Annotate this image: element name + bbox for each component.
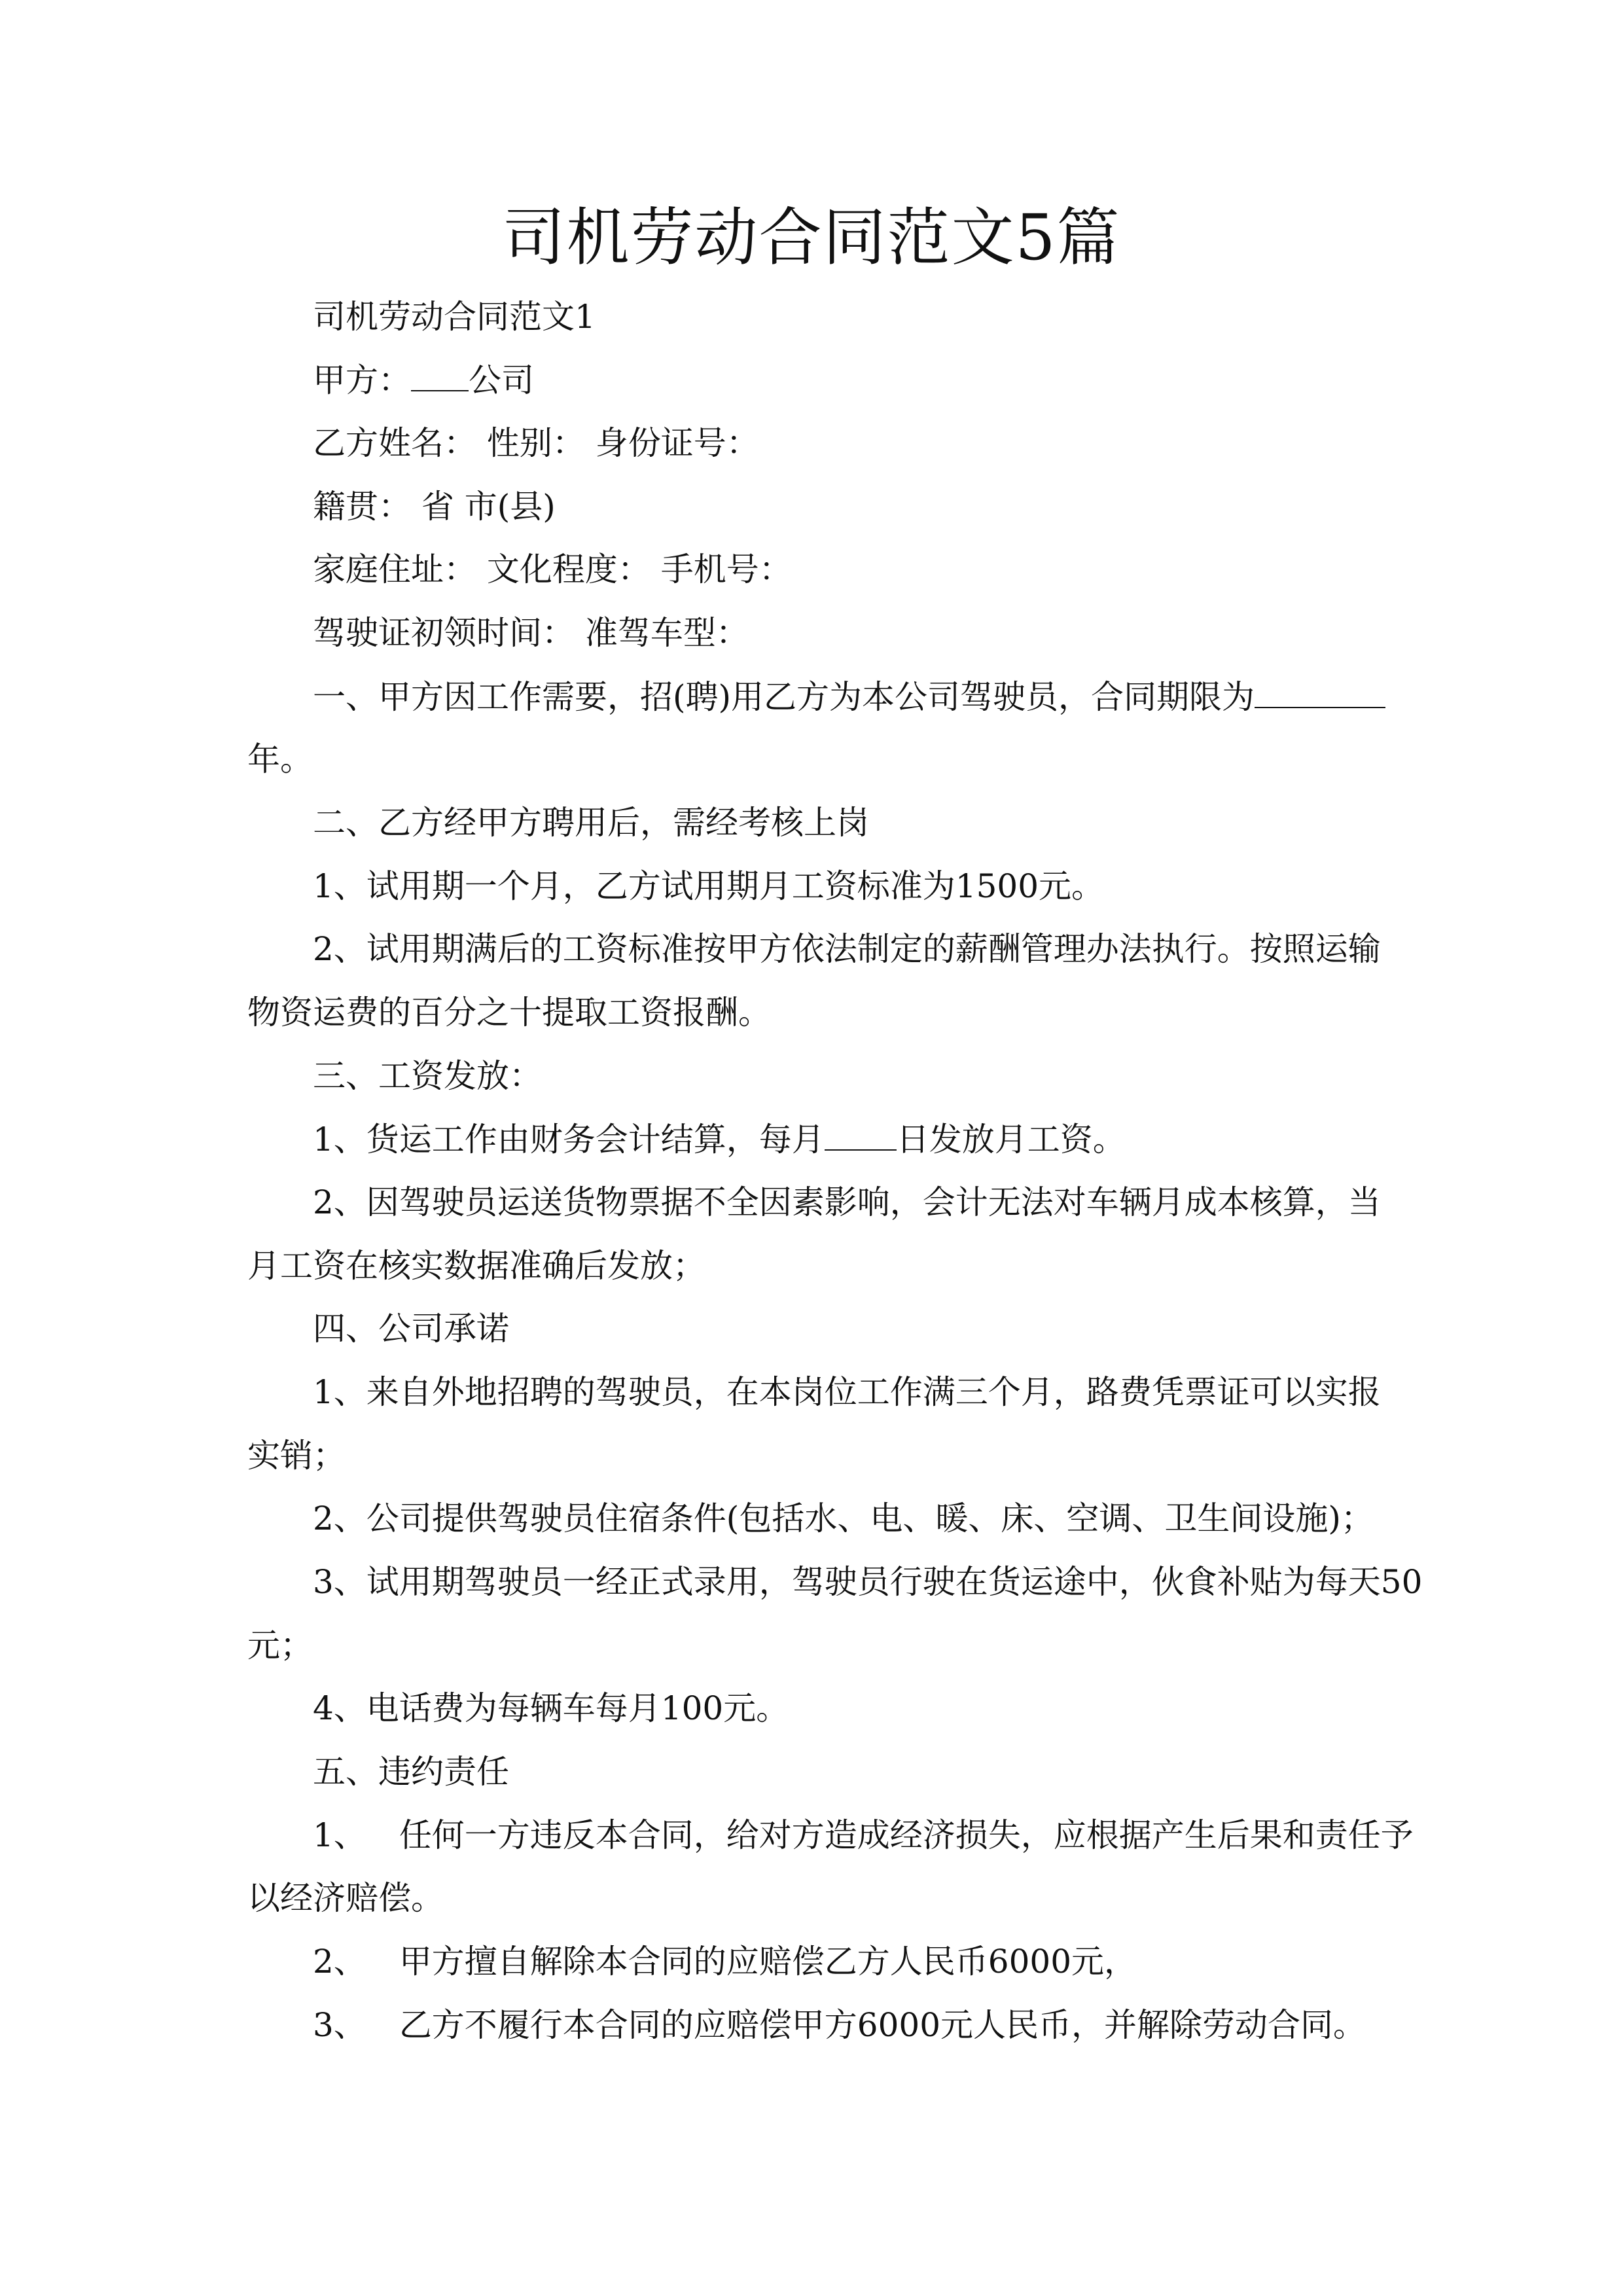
clause-5-item-2-text: 甲方擅自解除本合同的应赔偿乙方人民币6000元， bbox=[399, 1943, 1137, 1981]
clause-3-item-2-line-1: 2、因驾驶员运送货物票据不全因素影响，会计无法对车辆月成本核算，当 bbox=[313, 1183, 1381, 1221]
address-line: 家庭住址： 文化程度： 手机号： bbox=[313, 550, 792, 588]
clause-4-item-2: 2、公司提供驾驶员住宿条件(包括水、电、暖、床、空调、卫生间设施)； bbox=[313, 1499, 1374, 1537]
clause-5-item-3 bbox=[247, 2004, 1458, 2046]
clause-3-title: 三、工资发放： bbox=[313, 1057, 542, 1095]
document-title: 司机劳动合同范文5篇 bbox=[502, 201, 1121, 274]
clause-5-item-1-num: 1、 bbox=[313, 1816, 366, 1854]
clause-2-item-2-line-1: 2、试用期满后的工资标准按甲方依法制定的薪酬管理办法执行。按照运输 bbox=[313, 930, 1381, 968]
clause-4-title: 四、公司承诺 bbox=[313, 1310, 509, 1348]
clause-3-item-1 bbox=[247, 1118, 1458, 1160]
clause-5-item-3-text: 乙方不履行本合同的应赔偿甲方6000元人民币，并解除劳动合同。 bbox=[399, 2006, 1366, 2044]
clause-4-item-3-line-1: 3、试用期驾驶员一经正式录用，驾驶员行驶在货运途中，伙食补贴为每天50 bbox=[313, 1563, 1423, 1601]
clause-2-item-1: 1、试用期一个月，乙方试用期月工资标准为1500元。 bbox=[313, 867, 1105, 905]
party-b-line: 乙方姓名： 性别： 身份证号： bbox=[313, 424, 759, 462]
clause-4-item-4: 4、电话费为每辆车每月100元。 bbox=[313, 1689, 789, 1727]
clause-5-item-2-num: 2、 bbox=[313, 1943, 366, 1981]
license-line: 驾驶证初领时间： 准驾车型： bbox=[313, 614, 749, 652]
clause-5-item-3-num: 3、 bbox=[313, 2006, 366, 2044]
clause-4-item-1-line-2: 实销； bbox=[247, 1437, 346, 1475]
clause-1-line-2: 年。 bbox=[247, 740, 313, 778]
clause-4-item-3-line-2: 元； bbox=[247, 1626, 313, 1664]
clause-4-item-1-line-1: 1、来自外地招聘的驾驶员，在本岗位工作满三个月，路费凭票证可以实报 bbox=[313, 1373, 1381, 1411]
blank-field bbox=[1255, 675, 1385, 708]
clause-3-item-1-pre: 1、货运工作由财务会计结算，每月 bbox=[313, 1121, 825, 1158]
clause-2-title: 二、乙方经甲方聘用后，需经考核上岗 bbox=[313, 804, 869, 842]
party-a-suffix: 公司 bbox=[469, 361, 534, 399]
blank-field bbox=[825, 1118, 897, 1151]
clause-5-item-2 bbox=[247, 1941, 1458, 1982]
clause-1-line-1 bbox=[247, 675, 1458, 718]
clause-1-text: 一、甲方因工作需要，招(聘)用乙方为本公司驾驶员，合同期限为 bbox=[313, 678, 1255, 716]
clause-5-item-1-text: 任何一方违反本合同，给对方造成经济损失，应根据产生后果和责任予 bbox=[399, 1816, 1414, 1854]
blank-field bbox=[411, 359, 469, 391]
party-a-line bbox=[247, 359, 1458, 401]
clause-5-item-1-line-2: 以经济赔偿。 bbox=[247, 1879, 444, 1917]
clause-3-item-2-line-2: 月工资在核实数据准确后发放； bbox=[247, 1247, 705, 1285]
clause-3-item-1-post: 日发放月工资。 bbox=[896, 1121, 1126, 1158]
clause-5-item-1-line-1 bbox=[247, 1814, 1458, 1856]
hometown-line: 籍贯： 省 市(县) bbox=[313, 488, 556, 526]
clause-2-item-2-line-2: 物资运费的百分之十提取工资报酬。 bbox=[247, 994, 771, 1031]
clause-5-title: 五、违约责任 bbox=[313, 1753, 509, 1791]
party-a-label: 甲方： bbox=[313, 361, 411, 399]
contract-subtitle: 司机劳动合同范文1 bbox=[313, 298, 596, 336]
